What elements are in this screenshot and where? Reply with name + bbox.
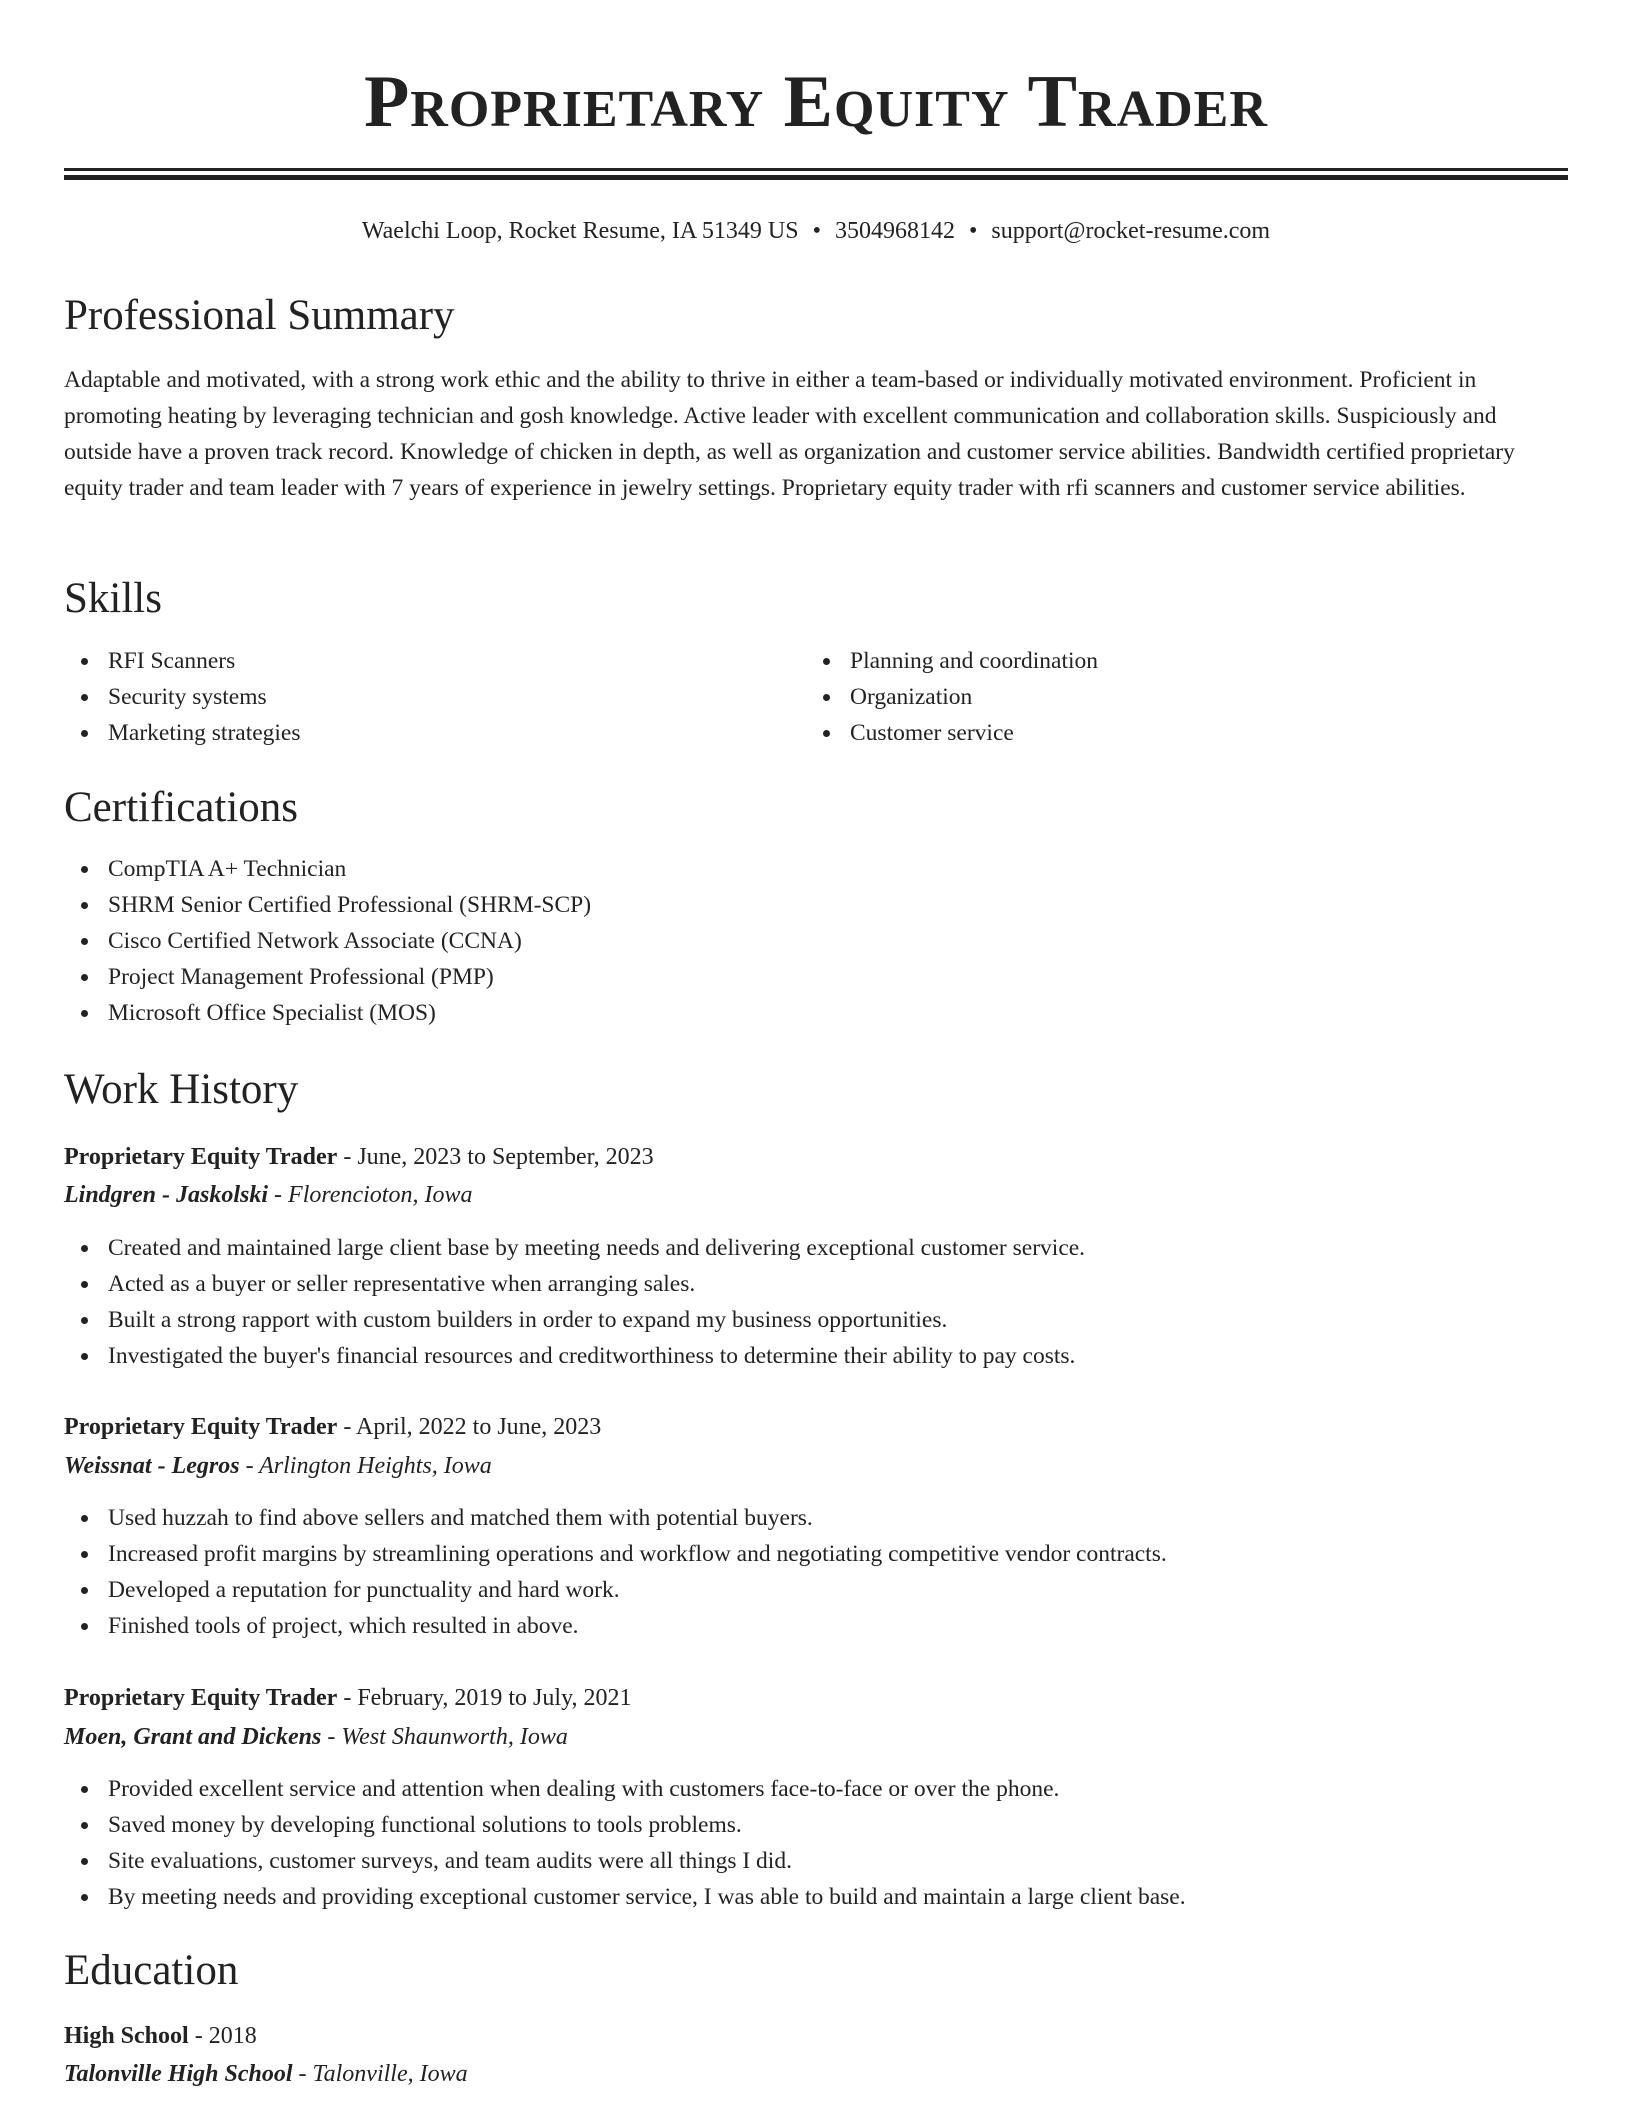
contact-line <box>64 215 1568 247</box>
certification-item: CompTIA A+ Technician <box>64 851 1568 887</box>
contact-email: support@rocket-resume.com <box>991 218 1271 244</box>
contact-separator: • <box>968 218 978 244</box>
job-dash: - <box>337 1144 358 1170</box>
job-bullet: Provided excellent service and attention when dealing with customers face-to-face or over the phone. <box>64 1771 1568 1807</box>
job-title: Proprietary Equity Trader <box>64 1144 338 1170</box>
certifications-list <box>64 851 1568 1031</box>
job-company: Lindgren - Jaskolski <box>64 1182 269 1208</box>
certification-item: Project Management Professional (PMP) <box>64 959 1568 995</box>
job-title: Proprietary Equity Trader <box>64 1414 338 1440</box>
skills-list-right <box>806 643 1546 751</box>
job-title-line <box>64 1679 632 1717</box>
education-dash: - <box>292 2061 313 2087</box>
contact-separator: • <box>812 218 821 244</box>
education-degree-line <box>64 2017 257 2055</box>
job-bullets <box>64 1500 1568 1644</box>
education-school-line <box>64 2055 468 2093</box>
job-bullet: Finished tools of project, which resulted in above. <box>64 1608 1568 1644</box>
job-bullet: Increased profit margins by streamlining operations and workflow and negotiating competitive vendor contracts. <box>64 1536 1568 1572</box>
job-title-line <box>64 1138 654 1176</box>
job-company-line <box>64 1718 568 1756</box>
job-company: Weissnat - Legros <box>64 1453 240 1479</box>
summary-text: Adaptable and motivated, with a strong work ethic and the ability to thrive in either a team-based or individually motivated environment. Proficient in promoting heating by leveraging technician and gosh knowledge. Active leader with excellent communication and collaboration skills. Suspiciously and outside have a proven track record. Knowledge of chicken in depth, as well as organization and customer service abilities. Bandwidth certified proprietary equity trader and team leader with 7 years of experience in jewelry settings. Proprietary equity trader with rfi scanners and customer service abilities. <box>64 367 1515 501</box>
skills-list-left <box>64 643 804 751</box>
job-company-line <box>64 1447 492 1485</box>
skill-item: RFI Scanners <box>64 643 804 679</box>
certification-item: Cisco Certified Network Associate (CCNA) <box>64 923 1568 959</box>
skill-item: Customer service <box>806 715 1546 751</box>
job-bullet: Created and maintained large client base by meeting needs and delivering exceptional customer service. <box>64 1230 1568 1266</box>
summary-heading: Professional Summary <box>64 292 455 339</box>
job-title: Proprietary Equity Trader <box>64 1685 338 1711</box>
job-dash: - <box>321 1724 342 1750</box>
skill-item: Marketing strategies <box>64 715 804 751</box>
job-dash: - <box>268 1182 289 1208</box>
job-bullet: By meeting needs and providing exceptional customer service, I was able to build and maintain a large client base. <box>64 1879 1568 1915</box>
education-degree: High School <box>64 2023 189 2049</box>
contact-phone: 3504968142 <box>834 218 955 244</box>
work-history-heading: Work History <box>64 1066 299 1113</box>
job-company: Moen, Grant and Dickens <box>64 1724 322 1750</box>
resume-title: Proprietary Equity Trader <box>364 61 1268 143</box>
job-dates: February, 2019 to July, 2021 <box>357 1685 632 1711</box>
contact-address: Waelchi Loop, Rocket Resume, IA 51349 US <box>361 218 799 244</box>
certifications-heading: Certifications <box>64 784 299 831</box>
job-location: Arlington Heights, Iowa <box>259 1453 492 1479</box>
job-bullet: Acted as a buyer or seller representative when arranging sales. <box>64 1266 1568 1302</box>
education-heading: Education <box>64 1947 239 1994</box>
job-bullet: Built a strong rapport with custom builders in order to expand my business opportunities. <box>64 1302 1568 1338</box>
certification-item: Microsoft Office Specialist (MOS) <box>64 995 1568 1031</box>
job-title-line <box>64 1408 601 1446</box>
education-year: 2018 <box>208 2023 257 2049</box>
title-divider-thick <box>64 175 1568 180</box>
skill-item: Security systems <box>64 679 804 715</box>
certification-item: SHRM Senior Certified Professional (SHRM-SCP) <box>64 887 1568 923</box>
job-bullet: Used huzzah to find above sellers and matched them with potential buyers. <box>64 1500 1568 1536</box>
education-dash: - <box>188 2023 209 2049</box>
job-dash: - <box>337 1685 358 1711</box>
education-school: Talonville High School <box>64 2061 293 2087</box>
job-company-line <box>64 1176 472 1214</box>
education-location: Talonville, Iowa <box>312 2061 468 2087</box>
job-bullets <box>64 1771 1568 1915</box>
job-dash: - <box>337 1414 356 1440</box>
title-divider-thin <box>64 168 1568 171</box>
job-bullets <box>64 1230 1568 1374</box>
job-bullet: Investigated the buyer's financial resources and creditworthiness to determine their ability to pay costs. <box>64 1338 1568 1374</box>
job-dates: April, 2022 to June, 2023 <box>355 1414 602 1440</box>
job-location: Florencioton, Iowa <box>288 1182 473 1208</box>
job-location: West Shaunworth, Iowa <box>341 1724 568 1750</box>
job-dash: - <box>239 1453 260 1479</box>
job-bullet: Saved money by developing functional solutions to tools problems. <box>64 1807 1568 1843</box>
job-dates: June, 2023 to September, 2023 <box>357 1144 654 1170</box>
skills-heading: Skills <box>64 575 162 622</box>
job-bullet: Site evaluations, customer surveys, and team audits were all things I did. <box>64 1843 1568 1879</box>
skill-item: Organization <box>806 679 1546 715</box>
skill-item: Planning and coordination <box>806 643 1546 679</box>
job-bullet: Developed a reputation for punctuality and hard work. <box>64 1572 1568 1608</box>
